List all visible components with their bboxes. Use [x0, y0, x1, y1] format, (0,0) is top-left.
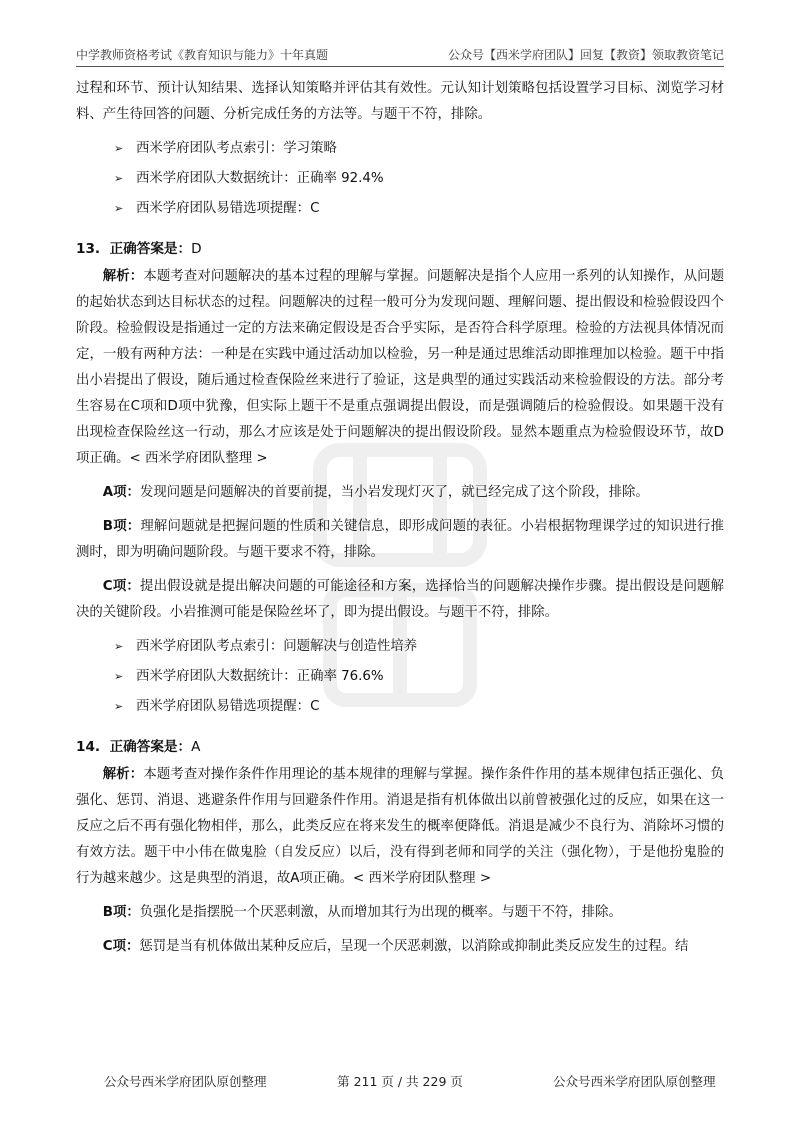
- option-text: 发现问题是问题解决的首要前提，当小岩发现灯灭了，就已经完成了这个阶段，排除。: [139, 485, 649, 500]
- q13-option-c: [76, 574, 724, 626]
- arrow-bullet-icon: ➢: [114, 700, 124, 713]
- q14-analysis-text: 本题考查对操作条件作用理论的基本规律的理解与掌握。操作条件作用的基本规律包括正强化、负强化、惩罚、消退、逃避条件作用与回避条件作用。消退是指有机体做出以前曾被强化过的反应，如果在这一反应之后不再有强化物相伴，那么，此类反应在将来发生的概率便降低。消退是减少不良行为、消除坏习惯的有效方法。题干中小伟在做鬼脸（自发反应）以后，没有得到老师和同学的关注（强化物），于是他扮鬼脸的行为越来越少。这是典型的消退，故A项正确。< 西米学府团队整理 >: [76, 767, 725, 886]
- q13-bullet-list: [76, 632, 724, 722]
- arrow-bullet-icon: ➢: [114, 142, 124, 155]
- list-item: [76, 134, 724, 164]
- list-item: [76, 662, 724, 692]
- page-number: 第 211 页 / 共 229 页: [337, 1074, 463, 1089]
- footer-right: 公众号西米学府团队原创整理: [553, 1074, 716, 1089]
- arrow-bullet-icon: ➢: [114, 670, 124, 683]
- q14-analysis-label: 解析：: [102, 767, 144, 782]
- q14-analysis: [76, 762, 724, 892]
- arrow-bullet-icon: ➢: [114, 202, 124, 215]
- q12-bullet-list: [76, 134, 724, 224]
- list-item: [76, 164, 724, 194]
- bullet-text: 西米学府团队考点索引：问题解决与创造性培养: [136, 639, 418, 654]
- option-text: 惩罚是当有机体做出某种反应后，呈现一个厌恶刺激，以消除或抑制此类反应发生的过程。结: [139, 939, 689, 954]
- list-item: [76, 194, 724, 224]
- q13-answer-heading: [76, 234, 724, 264]
- page-content: [76, 76, 724, 960]
- bullet-text: 西米学府团队考点索引：学习策略: [136, 141, 337, 156]
- q14-option-c: [76, 934, 724, 960]
- bullet-text: 西米学府团队大数据统计：正确率 76.6%: [136, 669, 384, 684]
- list-item: [76, 632, 724, 662]
- arrow-bullet-icon: ➢: [114, 640, 124, 653]
- q13-option-a: [76, 480, 724, 506]
- q13-analysis: [76, 264, 724, 472]
- q13-number: 13.: [76, 241, 101, 257]
- option-text: 负强化是指摆脱一个厌恶刺激，从而增加其行为出现的概率。与题干不符，排除。: [139, 905, 622, 920]
- list-item: [76, 692, 724, 722]
- option-text: 提出假设就是提出解决问题的可能途径和方案，选择恰当的问题解决操作步骤。提出假设是问题解决的关键阶段。小岩推测可能是保险丝坏了，即为提出假设。与题干不符，排除。: [76, 579, 725, 620]
- q14-answer-heading: [76, 732, 724, 762]
- bullet-text: 西米学府团队易错选项提醒：C: [136, 201, 320, 216]
- option-text: 理解问题就是把握问题的性质和关键信息，即形成问题的表征。小岩根据物理课学过的知识进行推测时，即为明确问题阶段。与题干要求不符，排除。: [76, 519, 724, 560]
- option-label: B项：: [102, 905, 140, 920]
- q13-analysis-label: 解析：: [102, 269, 144, 284]
- bullet-text: 西米学府团队大数据统计：正确率 92.4%: [136, 171, 384, 186]
- q13-answer: D: [191, 241, 202, 257]
- footer-left: 公众号西米学府团队原创整理: [104, 1074, 267, 1089]
- header-right-notice: 公众号【西米学府团队】回复【教资】领取教资笔记: [447, 48, 724, 62]
- arrow-bullet-icon: ➢: [114, 172, 124, 185]
- page-footer: [0, 1072, 800, 1092]
- option-label: B项：: [102, 519, 141, 534]
- q13-analysis-text: 本题考查对问题解决的基本过程的理解与掌握。问题解决是指个人应用一系列的认知操作，从问题的起始状态到达目标状态的过程。问题解决的过程一般可分为发现问题、理解问题、提出假设和检验假设四个阶段。检验假设是指通过一定的方法来确定假设是否合乎实际，是否符合科学原理。检验的方法视具体情况而定，一般有两种方法：一种是在实践中通过活动加以检验，另一种是通过思维活动即推理加以检验。题干中指出小岩提出了假设，随后通过检查保险丝来进行了验证，这是典型的通过实践活动来检验假设的方法。部分考生容易在C项和D项中犹豫，但实际上题干不是重点强调提出假设，而是强调随后的检验假设。如果题干没有出现检查保险丝这一行动，那么才应该是处于问题解决的提出假设阶段。显然本题重点为检验假设环节，故D项正确。< 西米学府团队整理 >: [76, 269, 725, 466]
- q13-option-b: [76, 514, 724, 566]
- option-label: C项：: [102, 939, 140, 954]
- q14-answer: A: [191, 739, 201, 755]
- header-left-title: 中学教师资格考试《教育知识与能力》十年真题: [76, 48, 329, 62]
- q14-heading-label: 正确答案是：: [109, 739, 192, 755]
- q14-option-b: [76, 900, 724, 926]
- intro-paragraph: 过程和环节、预计认知结果、选择认知策略并评估其有效性。元认知计划策略包括设置学习目标、浏览学习材料、产生待回答的问题、分析完成任务的方法等。与题干不符，排除。: [76, 81, 724, 122]
- option-label: C项：: [102, 579, 140, 594]
- bullet-text: 西米学府团队易错选项提醒：C: [136, 699, 320, 714]
- page-header: [76, 44, 724, 67]
- option-label: A项：: [102, 485, 140, 500]
- q14-number: 14.: [76, 739, 101, 755]
- q13-heading-label: 正确答案是：: [109, 241, 192, 257]
